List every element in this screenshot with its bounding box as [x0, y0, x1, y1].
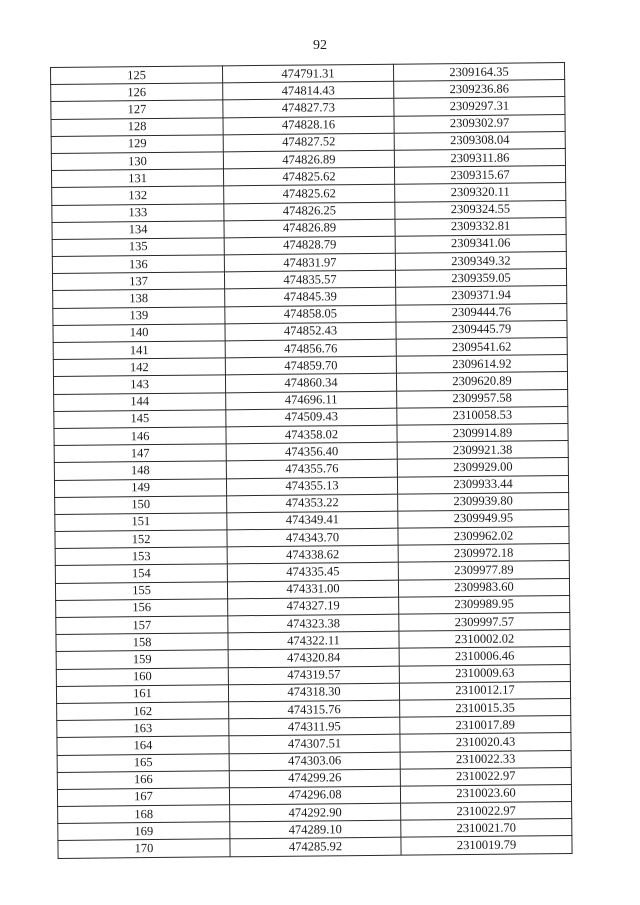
x-coordinate-cell: 474835.57 — [224, 270, 395, 289]
x-coordinate-cell: 474353.22 — [227, 494, 398, 513]
point-number-cell: 161 — [56, 685, 228, 704]
x-coordinate-cell: 474852.43 — [225, 322, 396, 341]
point-number-cell: 144 — [54, 392, 226, 411]
y-coordinate-cell: 2309977.89 — [398, 561, 569, 580]
y-coordinate-cell: 2309341.06 — [395, 234, 566, 253]
x-coordinate-cell: 474826.89 — [223, 150, 394, 169]
x-coordinate-cell: 474827.52 — [223, 133, 394, 152]
y-coordinate-cell: 2309983.60 — [398, 578, 569, 597]
point-number-cell: 143 — [53, 375, 225, 394]
y-coordinate-cell: 2309332.81 — [395, 217, 566, 236]
point-number-cell: 169 — [58, 822, 230, 841]
point-number-cell: 149 — [54, 478, 226, 497]
y-coordinate-cell: 2309949.95 — [398, 509, 569, 528]
point-number-cell: 145 — [54, 410, 226, 429]
x-coordinate-cell: 474289.10 — [230, 820, 401, 839]
point-number-cell: 151 — [55, 513, 227, 532]
x-coordinate-cell: 474327.19 — [228, 597, 399, 616]
y-coordinate-cell: 2309236.86 — [394, 80, 565, 99]
x-coordinate-cell: 474315.76 — [229, 700, 400, 719]
x-coordinate-cell: 474825.62 — [223, 167, 394, 186]
y-coordinate-cell: 2309302.97 — [394, 114, 565, 133]
x-coordinate-cell: 474355.13 — [226, 477, 397, 496]
x-coordinate-cell: 474845.39 — [225, 288, 396, 307]
point-number-cell: 153 — [55, 547, 227, 566]
y-coordinate-cell: 2310022.33 — [400, 750, 571, 769]
x-coordinate-cell: 474323.38 — [228, 614, 399, 633]
y-coordinate-cell: 2309359.05 — [395, 269, 566, 288]
x-coordinate-cell: 474858.05 — [225, 305, 396, 324]
x-coordinate-cell: 474831.97 — [224, 253, 395, 272]
point-number-cell: 135 — [52, 238, 224, 257]
y-coordinate-cell: 2309349.32 — [395, 252, 566, 271]
y-coordinate-cell: 2309933.44 — [397, 475, 568, 494]
point-number-cell: 127 — [51, 100, 223, 119]
x-coordinate-cell: 474319.57 — [228, 666, 399, 685]
point-number-cell: 130 — [51, 152, 223, 171]
point-number-cell: 166 — [57, 770, 229, 789]
x-coordinate-cell: 474696.11 — [226, 391, 397, 410]
y-coordinate-cell: 2309620.89 — [396, 372, 567, 391]
x-coordinate-cell: 474825.62 — [224, 185, 395, 204]
point-number-cell: 139 — [53, 306, 225, 325]
y-coordinate-cell: 2309445.79 — [396, 320, 567, 339]
x-coordinate-cell: 474322.11 — [228, 631, 399, 650]
x-coordinate-cell: 474338.62 — [227, 545, 398, 564]
x-coordinate-cell: 474791.31 — [222, 64, 393, 83]
point-number-cell: 146 — [54, 427, 226, 446]
y-coordinate-cell: 2310019.79 — [401, 836, 572, 855]
y-coordinate-cell: 2309164.35 — [393, 63, 564, 82]
y-coordinate-cell: 2310015.35 — [400, 698, 571, 717]
y-coordinate-cell: 2309989.95 — [399, 595, 570, 614]
y-coordinate-cell: 2309939.80 — [398, 492, 569, 511]
point-number-cell: 168 — [58, 805, 230, 824]
table-row — [58, 836, 572, 858]
point-number-cell: 170 — [58, 839, 230, 858]
x-coordinate-cell: 474826.25 — [224, 202, 395, 221]
point-number-cell: 164 — [57, 736, 229, 755]
x-coordinate-cell: 474509.43 — [226, 408, 397, 427]
x-coordinate-cell: 474331.00 — [227, 580, 398, 599]
y-coordinate-cell: 2309320.11 — [395, 183, 566, 202]
y-coordinate-cell: 2310058.53 — [397, 406, 568, 425]
y-coordinate-cell: 2309311.86 — [394, 148, 565, 167]
point-number-cell: 167 — [57, 788, 229, 807]
point-number-cell: 125 — [51, 66, 223, 85]
y-coordinate-cell: 2310022.97 — [401, 802, 572, 821]
x-coordinate-cell: 474826.89 — [224, 219, 395, 238]
x-coordinate-cell: 474318.30 — [228, 683, 399, 702]
x-coordinate-cell: 474311.95 — [229, 717, 400, 736]
point-number-cell: 133 — [52, 203, 224, 222]
point-number-cell: 158 — [56, 633, 228, 652]
y-coordinate-cell: 2310021.70 — [401, 819, 572, 838]
point-number-cell: 155 — [55, 581, 227, 600]
point-number-cell: 162 — [57, 702, 229, 721]
y-coordinate-cell: 2309308.04 — [394, 131, 565, 150]
x-coordinate-cell: 474320.84 — [228, 649, 399, 668]
x-coordinate-cell: 474358.02 — [226, 425, 397, 444]
page-number: 92 — [313, 38, 327, 53]
y-coordinate-cell: 2310009.63 — [399, 664, 570, 683]
point-number-cell: 160 — [56, 667, 228, 686]
coordinates-table — [50, 62, 573, 859]
x-coordinate-cell: 474814.43 — [223, 81, 394, 100]
y-coordinate-cell: 2309929.00 — [397, 458, 568, 477]
y-coordinate-cell: 2309962.02 — [398, 527, 569, 546]
point-number-cell: 152 — [55, 530, 227, 549]
y-coordinate-cell: 2310017.89 — [400, 716, 571, 735]
y-coordinate-cell: 2309315.67 — [394, 166, 565, 185]
x-coordinate-cell: 474292.90 — [230, 803, 401, 822]
x-coordinate-cell: 474828.79 — [224, 236, 395, 255]
x-coordinate-cell: 474335.45 — [227, 563, 398, 582]
point-number-cell: 157 — [56, 616, 228, 635]
point-number-cell: 142 — [53, 358, 225, 377]
y-coordinate-cell: 2310020.43 — [400, 733, 571, 752]
point-number-cell: 150 — [55, 496, 227, 515]
y-coordinate-cell: 2309444.76 — [396, 303, 567, 322]
coordinates-table-body — [51, 63, 573, 859]
x-coordinate-cell: 474859.70 — [225, 356, 396, 375]
x-coordinate-cell: 474827.73 — [223, 99, 394, 118]
y-coordinate-cell: 2309371.94 — [396, 286, 567, 305]
point-number-cell: 134 — [52, 221, 224, 240]
point-number-cell: 165 — [57, 753, 229, 772]
point-number-cell: 156 — [56, 599, 228, 618]
x-coordinate-cell: 474303.06 — [229, 752, 400, 771]
point-number-cell: 138 — [53, 289, 225, 308]
x-coordinate-cell: 474860.34 — [225, 374, 396, 393]
y-coordinate-cell: 2309997.57 — [399, 613, 570, 632]
x-coordinate-cell: 474355.76 — [226, 459, 397, 478]
y-coordinate-cell: 2309324.55 — [395, 200, 566, 219]
y-coordinate-cell: 2310023.60 — [400, 784, 571, 803]
point-number-cell: 141 — [53, 341, 225, 360]
point-number-cell: 129 — [51, 135, 223, 154]
x-coordinate-cell: 474299.26 — [229, 769, 400, 788]
point-number-cell: 148 — [54, 461, 226, 480]
point-number-cell: 159 — [56, 650, 228, 669]
point-number-cell: 163 — [57, 719, 229, 738]
x-coordinate-cell: 474828.16 — [223, 116, 394, 135]
y-coordinate-cell: 2309921.38 — [397, 441, 568, 460]
y-coordinate-cell: 2309614.92 — [396, 355, 567, 374]
y-coordinate-cell: 2310002.02 — [399, 630, 570, 649]
y-coordinate-cell: 2309541.62 — [396, 338, 567, 357]
y-coordinate-cell: 2310022.97 — [400, 767, 571, 786]
x-coordinate-cell: 474356.40 — [226, 442, 397, 461]
point-number-cell: 131 — [51, 169, 223, 188]
point-number-cell: 126 — [51, 83, 223, 102]
point-number-cell: 128 — [51, 117, 223, 136]
point-number-cell: 137 — [52, 272, 224, 291]
point-number-cell: 154 — [55, 564, 227, 583]
y-coordinate-cell: 2309297.31 — [394, 97, 565, 116]
x-coordinate-cell: 474856.76 — [225, 339, 396, 358]
y-coordinate-cell: 2309972.18 — [398, 544, 569, 563]
y-coordinate-cell: 2309957.58 — [397, 389, 568, 408]
point-number-cell: 136 — [52, 255, 224, 274]
point-number-cell: 132 — [52, 186, 224, 205]
y-coordinate-cell: 2310006.46 — [399, 647, 570, 666]
y-coordinate-cell: 2309914.89 — [397, 423, 568, 442]
point-number-cell: 147 — [54, 444, 226, 463]
y-coordinate-cell: 2310012.17 — [399, 681, 570, 700]
x-coordinate-cell: 474343.70 — [227, 528, 398, 547]
x-coordinate-cell: 474349.41 — [227, 511, 398, 530]
x-coordinate-cell: 474296.08 — [229, 786, 400, 805]
x-coordinate-cell: 474307.51 — [229, 734, 400, 753]
x-coordinate-cell: 474285.92 — [230, 838, 401, 857]
point-number-cell: 140 — [53, 324, 225, 343]
